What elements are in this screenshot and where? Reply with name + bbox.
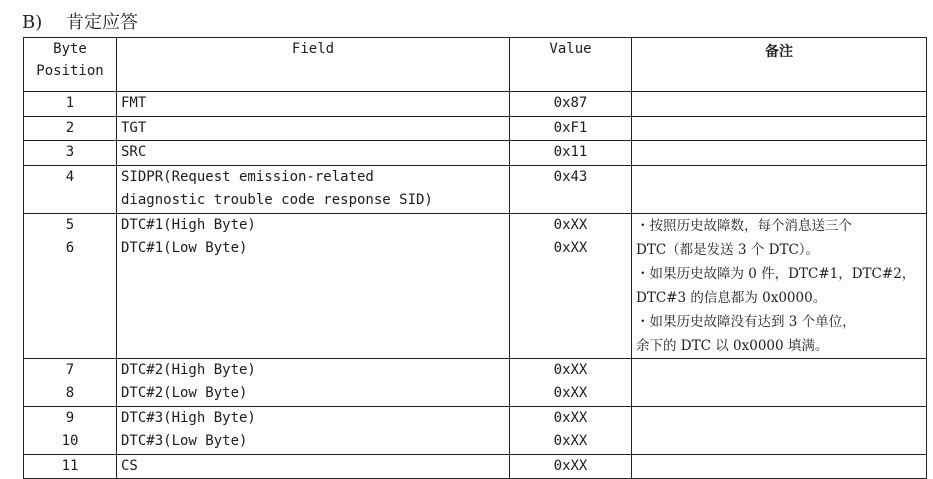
table-row: [24, 141, 927, 166]
cell-position: 5 6: [24, 213, 117, 358]
table-row: [24, 92, 927, 117]
table-row: [24, 213, 927, 358]
cell-value: 0x87: [510, 92, 632, 117]
cell-note: [632, 165, 927, 213]
cell-position: 3: [24, 141, 117, 166]
note-line: ・如果历史故障没有达到 3 个单位，: [636, 313, 856, 330]
cell-note: [632, 92, 927, 117]
note-line: DTC（都是发送 3 个 DTC）。: [636, 241, 820, 258]
header-note: 备注: [632, 38, 927, 92]
section-heading: [22, 8, 138, 34]
cell-position: 4: [24, 165, 117, 213]
header-row: [24, 38, 927, 92]
section-label: B): [22, 12, 43, 33]
cell-field: TGT: [117, 116, 510, 141]
table-row: [24, 116, 927, 141]
header-byte-label: Byte: [53, 41, 87, 57]
cell-position: 11: [24, 454, 117, 479]
cell-field: DTC#3(High Byte) DTC#3(Low Byte): [117, 406, 510, 454]
cell-note: [632, 454, 927, 479]
table-row: [24, 454, 927, 479]
cell-position: 1: [24, 92, 117, 117]
cell-value: 0xXX 0xXX: [510, 358, 632, 406]
cell-field: FMT: [117, 92, 510, 117]
cell-field: SRC: [117, 141, 510, 166]
cell-note: [632, 406, 927, 454]
note-line: 余下的 DTC 以 0x0000 填满。: [636, 337, 829, 354]
cell-value: 0xXX: [510, 454, 632, 479]
header-byte-position: [24, 38, 117, 92]
cell-note: [632, 213, 927, 358]
cell-value: 0x43: [510, 165, 632, 213]
cell-field: SIDPR(Request emission-related diagnostic trouble code response SID): [117, 165, 510, 213]
cell-value: 0xXX 0xXX: [510, 213, 632, 358]
cell-position: 2: [24, 116, 117, 141]
note-line: ・如果历史故障为 0 件，DTC#1，DTC#2，: [636, 265, 916, 282]
cell-field: DTC#1(High Byte) DTC#1(Low Byte): [117, 213, 510, 358]
cell-position: 9 10: [24, 406, 117, 454]
note-line: ・按照历史故障数，每个消息送三个: [636, 217, 852, 234]
table-row: [24, 406, 927, 454]
cell-field: DTC#2(High Byte) DTC#2(Low Byte): [117, 358, 510, 406]
note-line: DTC#3 的信息都为 0x0000。: [636, 289, 827, 306]
header-value: Value: [510, 38, 632, 92]
cell-note: [632, 116, 927, 141]
cell-field: CS: [117, 454, 510, 479]
header-position-label: Position: [36, 63, 104, 79]
cell-note: [632, 141, 927, 166]
cell-value: 0xF1: [510, 116, 632, 141]
cell-value: 0xXX 0xXX: [510, 406, 632, 454]
section-title: 肯定应答: [65, 12, 138, 33]
cell-value: 0x11: [510, 141, 632, 166]
table-row: [24, 358, 927, 406]
header-field: Field: [117, 38, 510, 92]
table-row: [24, 165, 927, 213]
response-table: [23, 37, 927, 479]
cell-position: 7 8: [24, 358, 117, 406]
cell-note: [632, 358, 927, 406]
